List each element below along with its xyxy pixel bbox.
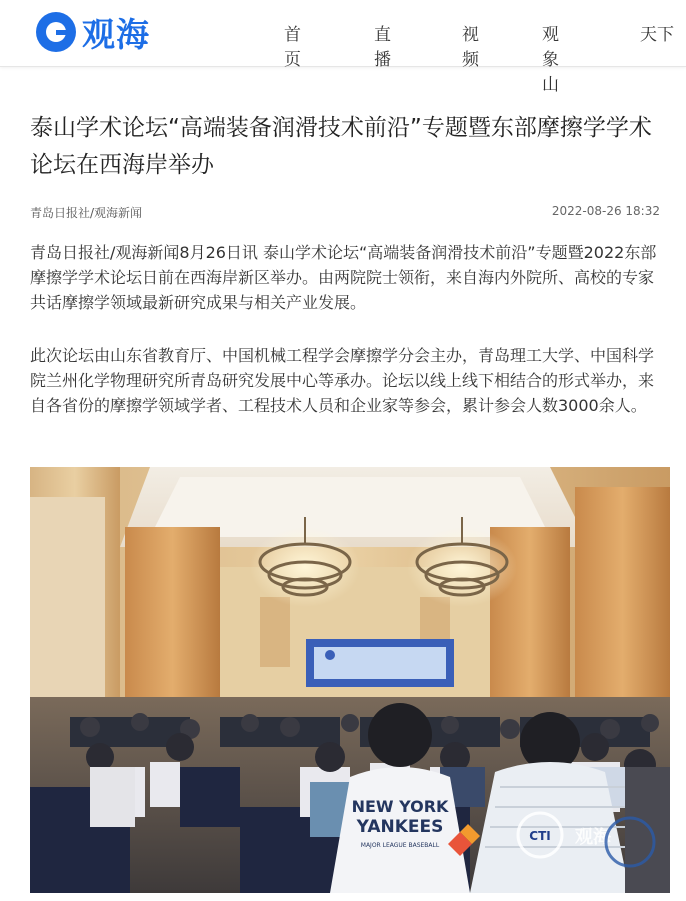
top-header [0,0,686,95]
article-source: 青岛日报社/观海新闻 [30,206,143,220]
article-time: 2022-08-26 18:32 [551,204,660,218]
cti-badge-text: CTI [529,829,551,843]
article-paragraph: 青岛日报社/观海新闻8月26日讯 泰山学术论坛“高端装备润滑技术前沿”专题暨2022东部摩擦学学术论坛日前在西海岸新区举办。由两院院士领衔，来自海内外院所、高校的专家共话摩擦学领域最新研究成果与相关产业发展。 [30,243,657,312]
article-paragraph: 此次论坛由山东省教育厅、中国机械工程学会摩擦学分会主办，青岛理工大学、中国科学院兰州化学物理研究所青岛研究发展中心等承办。论坛以线上线下相结合的形式举办，来自各省份的摩擦学领域学者、工程技术人员和企业家等参会，累计参会人数3000余人。 [30,346,655,415]
shirt-text-line1: NEW YORK [351,797,449,816]
nav-item-home[interactable]: 首页 [284,25,301,70]
conference-scene-illustration [30,467,670,893]
logo-text: 观海 [82,14,150,54]
nav-item-live[interactable]: 直播 [374,25,391,70]
conference-photo [30,467,670,893]
article-title: 泰山学术论坛“高端装备润滑技术前沿”专题暨东部摩擦学学术论坛在西海岸举办 [30,115,652,178]
logo-g-icon [36,12,76,52]
site-logo[interactable] [36,10,150,54]
nav-item-guanxiangshan[interactable]: 观象山 [542,25,559,95]
shirt-text-line2: YANKEES [356,817,444,837]
watermark-text: 观海 [575,827,611,848]
shirt-text-line3: MAJOR LEAGUE BASEBALL [360,842,440,849]
nav-item-world[interactable]: 天下 [640,25,674,45]
nav-item-video[interactable]: 视频 [462,25,479,70]
